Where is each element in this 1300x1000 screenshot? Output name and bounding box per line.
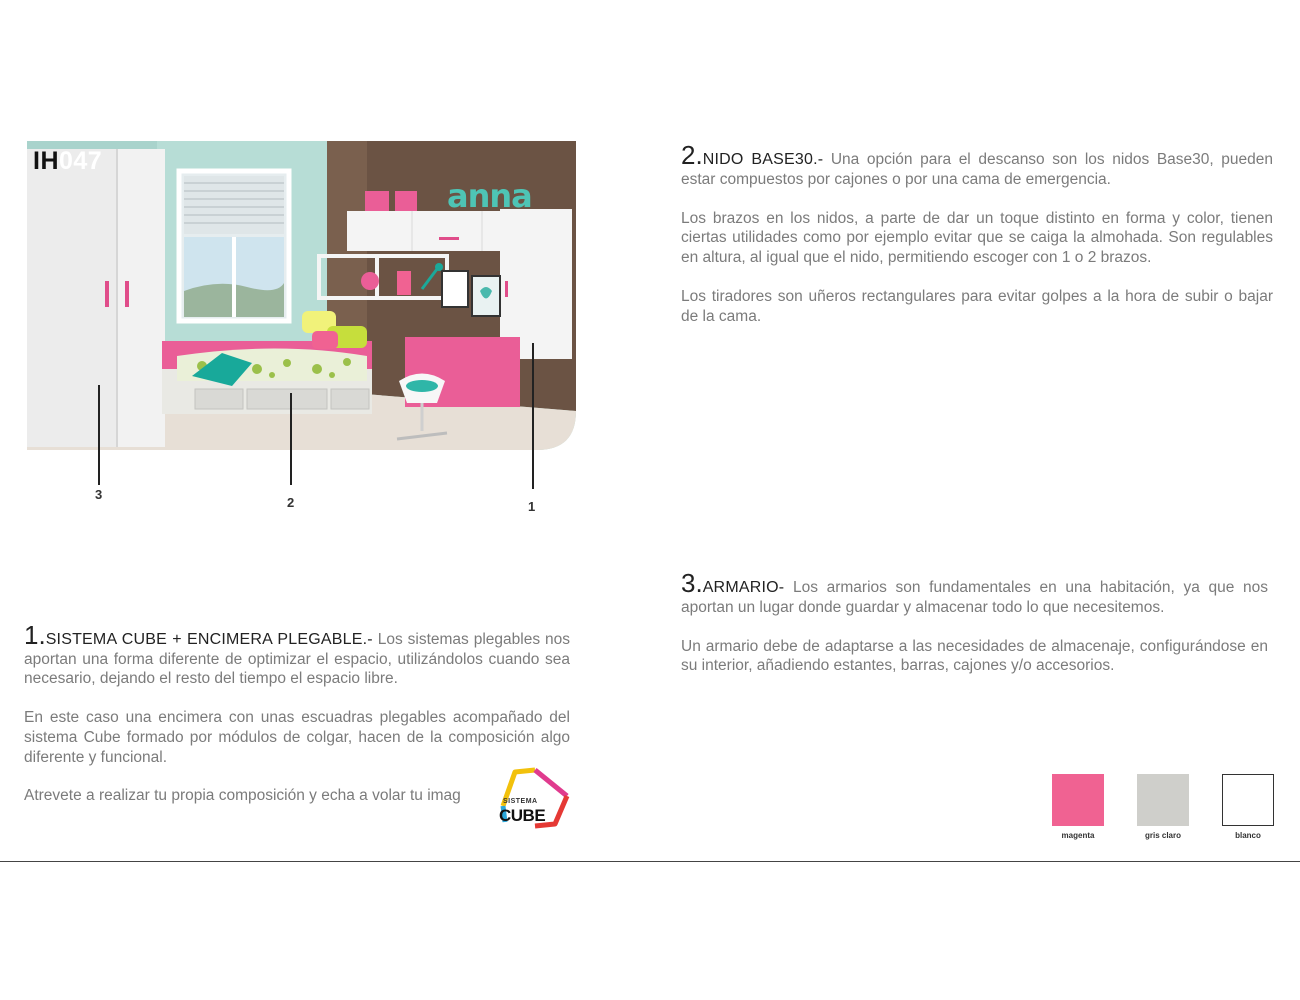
section-1-paragraph-3 [24,786,480,806]
section-1 [24,622,570,767]
product-code [33,147,102,176]
swatch-gris-claro [1137,774,1189,826]
section-1-title: SISTEMA CUBE + ENCIMERA PLEGABLE.- [45,631,373,648]
section-1-intro-text: Los sistemas plegables nos aportan una forma diferente de optimizar el espacio, utilizándolos cuando sea necesario, dejando el resto del tiempo el espacio libre. [24,631,570,688]
callout-line-1 [532,343,534,489]
section-1-intro [24,622,570,689]
section-3-intro [681,570,1268,617]
section-2-paragraph-3: Los tiradores son uñeros rectangulares para evitar golpes a la hora de subir o bajar de la cama. [681,288,1273,325]
callout-label-3: 3 [95,487,103,502]
callout-label-1: 1 [528,499,536,514]
section-1-paragraph-3-text: Atrevete a realizar tu propia composición y echa a volar tu imag [24,787,461,804]
section-1-paragraph-2: En este caso una encimera con unas escuadras plegables acompañado del sistema Cube formado por módulos de colgar, hacen de la composición algo diferente y funcional. [24,709,570,766]
section-3 [681,570,1268,676]
cube-logo-line2: CUBE [499,806,546,825]
callout-line-2 [290,393,292,485]
swatch-magenta [1052,774,1104,826]
section-2 [681,142,1273,326]
section-3-title: ARMARIO- [702,579,785,596]
section-2-paragraph-2: Los brazos en los nidos, a parte de dar un toque distinto en forma y color, tienen ciertas utilidades como por ejemplo evitar que se caiga la almohada. Son regulables en altura, al igual que el nido, permitiendo escoger con 1 o 2 brazos. [681,209,1273,266]
section-1-number: 1. [24,620,46,650]
swatch-label-blanco: blanco [1235,831,1261,840]
swatch-label-magenta: magenta [1061,831,1095,840]
section-3-intro-text: Los armarios son fundamentales en una habitación, ya que nos aportan un lugar donde guardar y almacenar todo lo que necesitemos. [681,579,1268,616]
section-2-number: 2. [681,140,703,170]
section-3-number: 3. [681,568,703,598]
wall-lettering: anna [447,177,532,215]
product-code-prefix: IH [33,147,59,175]
section-2-intro-text: Una opción para el descanso son los nidos Base30, pueden estar compuestos por cajones o por una cama de emergencia. [681,151,1273,188]
callout-label-2: 2 [287,495,295,510]
bottom-divider [0,861,1300,862]
section-3-paragraph-2: Un armario debe de adaptarse a las necesidades de almacenaje, configurándose en su interior, añadiendo estantes, barras, cajones y/o accesorios. [681,637,1268,675]
sistema-cube-logo [495,766,571,830]
room-photo [27,141,576,450]
swatch-blanco [1222,774,1274,826]
cube-logo-line1: SISTEMA [503,798,538,805]
swatch-label-gris-claro: gris claro [1144,831,1181,840]
section-2-intro [681,142,1273,189]
section-2-title: NIDO BASE30.- [702,151,824,168]
callout-line-3 [98,385,100,485]
product-code-suffix: 047 [59,147,103,175]
